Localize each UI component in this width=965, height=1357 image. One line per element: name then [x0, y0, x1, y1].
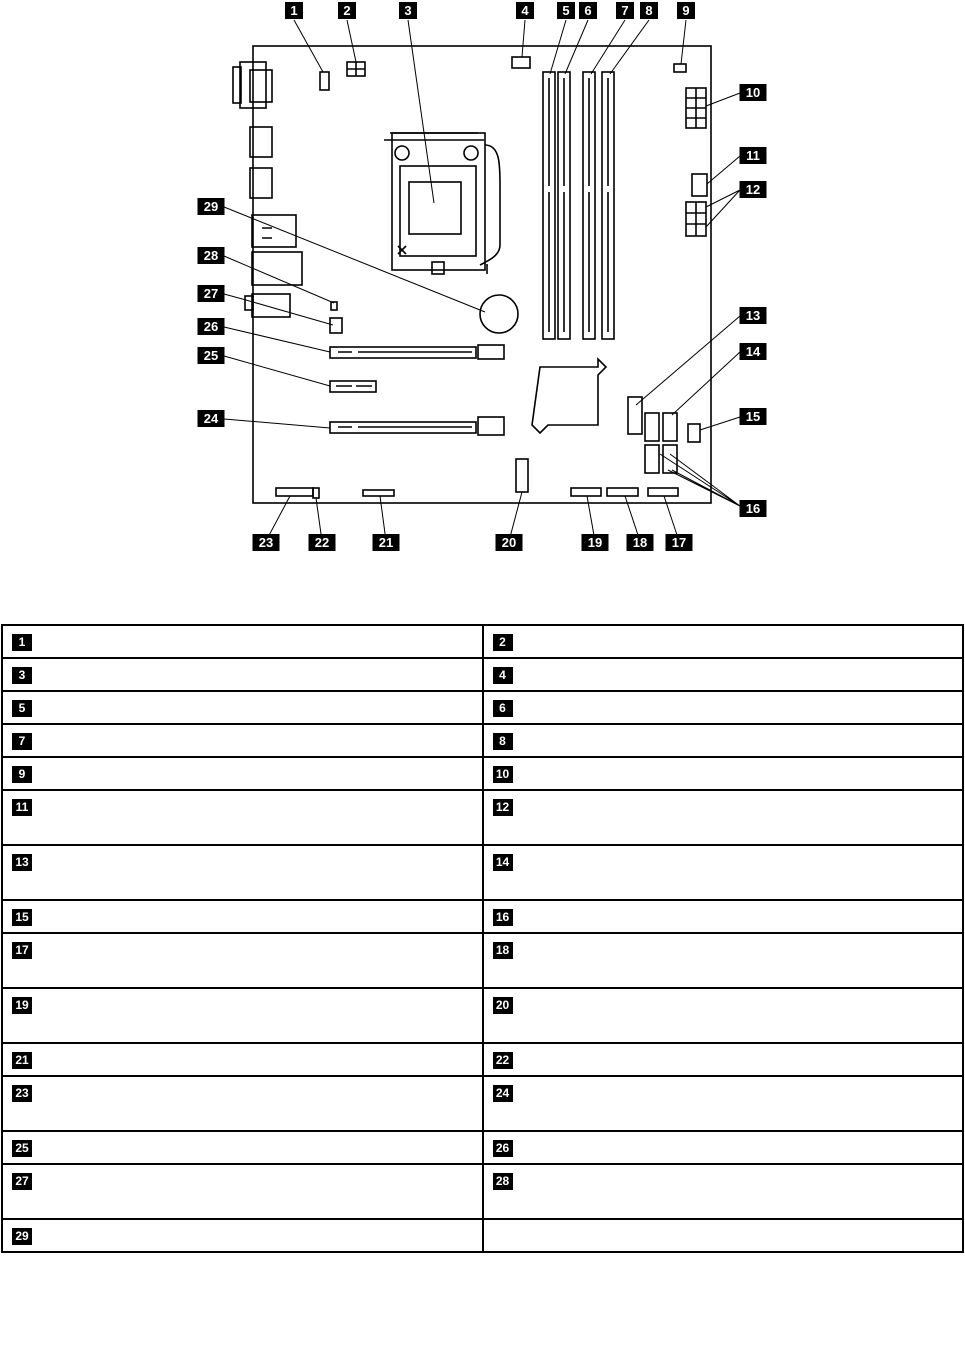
audio-ports [252, 252, 302, 285]
item-number-badge: 9 [12, 766, 32, 783]
callout-2 [338, 2, 356, 19]
callout-3 [399, 2, 417, 19]
table-cell-left [2, 1219, 483, 1252]
item-number-badge: 25 [12, 1140, 32, 1157]
table-cell-left [2, 1131, 483, 1164]
item-number-badge: 1 [12, 634, 32, 651]
callout-label: 1 [290, 3, 298, 18]
callout-label: 19 [587, 535, 603, 550]
table-cell-left [2, 1164, 483, 1219]
table-cell-right [483, 658, 964, 691]
item-number-badge: 6 [493, 700, 513, 717]
table-cell-right [483, 1164, 964, 1219]
item-number-badge: 3 [12, 667, 32, 684]
callout-27 [198, 285, 225, 302]
callout-label: 20 [501, 535, 517, 550]
callout-label: 26 [203, 319, 219, 334]
callout-label: 5 [562, 3, 570, 18]
table-row [2, 1219, 963, 1252]
chipset [532, 359, 606, 433]
callout-29 [198, 198, 225, 215]
callout-16 [740, 500, 767, 517]
coin-battery [480, 295, 518, 333]
table-cell-right [483, 933, 964, 988]
callout-label: 24 [203, 411, 219, 426]
callout-label: 16 [745, 501, 761, 516]
item-number-badge: 29 [12, 1228, 32, 1245]
table-cell-right [483, 724, 964, 757]
table-row [2, 900, 963, 933]
table-row [2, 757, 963, 790]
table-cell-right [483, 900, 964, 933]
table-cell-right [483, 845, 964, 900]
table-row [2, 625, 963, 658]
header-19 [571, 488, 601, 496]
callout-18 [627, 534, 654, 551]
table-cell-left [2, 1043, 483, 1076]
item-number-badge: 23 [12, 1085, 32, 1102]
callout-label: 27 [203, 286, 219, 301]
motherboard-diagram [0, 0, 965, 600]
callout-label: 13 [745, 308, 761, 323]
header-22 [313, 488, 319, 498]
item-number-badge: 28 [493, 1173, 513, 1190]
table-cell-right [483, 1219, 964, 1252]
sata-port [663, 413, 677, 441]
item-number-badge: 13 [12, 854, 32, 871]
table-cell-right [483, 625, 964, 658]
callout-label: 11 [746, 148, 760, 163]
item-number-badge: 4 [493, 667, 513, 684]
item-number-badge: 27 [12, 1173, 32, 1190]
item-number-badge: 2 [493, 634, 513, 651]
table-cell-right [483, 1076, 964, 1131]
table-row [2, 724, 963, 757]
callout-17 [666, 534, 693, 551]
connector-13 [628, 397, 642, 434]
callout-23 [253, 534, 280, 551]
header-21 [363, 490, 394, 496]
connector-11 [692, 174, 707, 196]
callout-label: 17 [671, 535, 687, 550]
callout-13 [740, 307, 767, 324]
callout-28 [198, 247, 225, 264]
callout-label: 14 [745, 344, 761, 359]
connector-15 [688, 424, 700, 442]
item-number-badge: 21 [12, 1052, 32, 1069]
connector-27 [330, 318, 342, 333]
item-number-badge: 12 [493, 799, 513, 816]
item-number-badge: 5 [12, 700, 32, 717]
item-number-badge: 11 [12, 799, 32, 816]
table-cell-right [483, 790, 964, 845]
item-number-badge: 7 [12, 733, 32, 750]
sata-port [663, 445, 677, 473]
callout-25 [198, 347, 225, 364]
callout-label: 29 [203, 199, 219, 214]
callout-label: 12 [745, 182, 761, 197]
callout-24 [198, 410, 225, 427]
item-number-badge: 16 [493, 909, 513, 926]
callout-12 [740, 181, 767, 198]
callout-10 [740, 84, 767, 101]
table-cell-left [2, 724, 483, 757]
callout-label: 28 [203, 248, 219, 263]
table-cell-right [483, 988, 964, 1043]
table-row [2, 658, 963, 691]
sata-port [645, 445, 659, 473]
header-17 [648, 488, 678, 496]
table-row [2, 845, 963, 900]
callout-9 [677, 2, 695, 19]
callout-label: 3 [404, 3, 412, 18]
callout-20 [496, 534, 523, 551]
item-number-badge: 19 [12, 997, 32, 1014]
table-cell-left [2, 790, 483, 845]
item-number-badge: 15 [12, 909, 32, 926]
header-18 [607, 488, 638, 496]
table-cell-left [2, 933, 483, 988]
callout-19 [582, 534, 609, 551]
table-cell-left [2, 757, 483, 790]
table-cell-right [483, 691, 964, 724]
header-23 [276, 488, 313, 496]
table-cell-left [2, 900, 483, 933]
item-number-badge: 22 [493, 1052, 513, 1069]
callout-5 [557, 2, 575, 19]
callout-label: 7 [621, 3, 629, 18]
table-cell-left [2, 625, 483, 658]
connector-20 [516, 459, 528, 492]
table-row [2, 1076, 963, 1131]
callout-label: 10 [745, 85, 761, 100]
callout-11 [740, 147, 767, 164]
callout-7 [616, 2, 634, 19]
sata-port [645, 413, 659, 441]
table-cell-right [483, 1043, 964, 1076]
connector-4 [512, 57, 530, 68]
callout-label: 25 [203, 348, 219, 363]
table-cell-left [2, 691, 483, 724]
callout-label: 9 [682, 3, 690, 18]
callout-label: 18 [632, 535, 648, 550]
callout-14 [740, 343, 767, 360]
table-cell-right [483, 757, 964, 790]
item-number-badge: 26 [493, 1140, 513, 1157]
table-row [2, 1164, 963, 1219]
callout-15 [740, 408, 767, 425]
table-cell-left [2, 1076, 483, 1131]
callout-label: 4 [521, 3, 529, 18]
callout-label: 23 [258, 535, 274, 550]
item-number-badge: 8 [493, 733, 513, 750]
callout-label: 2 [343, 3, 351, 18]
item-number-badge: 18 [493, 942, 513, 959]
ethernet-port [252, 215, 296, 247]
parts-table [1, 624, 964, 1253]
callout-26 [198, 318, 225, 335]
callout-6 [579, 2, 597, 19]
callout-4 [516, 2, 534, 19]
connector-9 [674, 64, 686, 72]
callout-label: 15 [745, 409, 761, 424]
table-row [2, 790, 963, 845]
callout-21 [373, 534, 400, 551]
item-number-badge: 14 [493, 854, 513, 871]
table-row [2, 1043, 963, 1076]
callout-22 [309, 534, 336, 551]
table-row [2, 691, 963, 724]
table-cell-left [2, 658, 483, 691]
item-number-badge: 17 [12, 942, 32, 959]
item-number-badge: 20 [493, 997, 513, 1014]
table-cell-left [2, 988, 483, 1043]
table-row [2, 1131, 963, 1164]
callout-label: 8 [645, 3, 653, 18]
table-cell-left [2, 845, 483, 900]
item-number-badge: 10 [493, 766, 513, 783]
table-cell-right [483, 1131, 964, 1164]
connector-28 [331, 302, 337, 310]
connector-1 [320, 72, 329, 90]
callout-label: 6 [584, 3, 592, 18]
audio-ports-lower [252, 294, 290, 317]
callout-label: 21 [378, 535, 394, 550]
callout-label: 22 [314, 535, 330, 550]
cpu [409, 182, 461, 234]
callout-1 [285, 2, 303, 19]
item-number-badge: 24 [493, 1085, 513, 1102]
cpu-socket [392, 133, 485, 270]
callout-8 [640, 2, 658, 19]
table-row [2, 933, 963, 988]
table-row [2, 988, 963, 1043]
